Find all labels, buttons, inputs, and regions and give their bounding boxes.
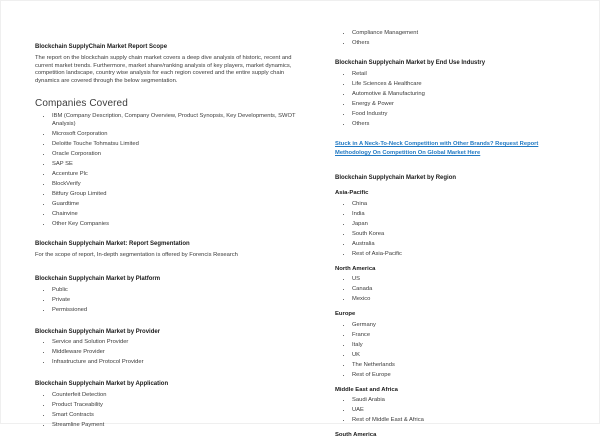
list-item: • China <box>352 201 563 209</box>
region-heading: Europe <box>335 311 356 318</box>
list-item: • Counterfeit Detection <box>52 392 297 400</box>
list-item: • Canada <box>352 286 563 294</box>
list-item: • The Netherlands <box>352 362 563 370</box>
right-column <box>335 30 563 442</box>
list-item: • Deloitte Touche Tohmatsu Limited <box>52 141 297 149</box>
list-item: • UAE <box>352 407 563 415</box>
left-column <box>35 44 297 432</box>
list-item: • UK <box>352 352 563 360</box>
list-item: • Italy <box>352 342 563 350</box>
region-heading: North America <box>335 265 376 272</box>
list-item: • Accenture Plc <box>52 171 297 179</box>
companies-covered-heading: Companies Covered <box>35 97 128 109</box>
list-item: • Life Sciences & Healthcare <box>352 81 563 89</box>
list-item: • IBM (Company Description, Company Overview, Product Synopsis, Key Developments, SWOT Analysis) <box>52 113 297 129</box>
list-item: • Rest of Asia-Pacific <box>352 251 563 259</box>
platform-heading: Blockchain Supplychain Market by Platform <box>35 276 161 283</box>
list-item: • Other Key Companies <box>52 221 297 229</box>
list-item: • SAP SE <box>52 161 297 169</box>
list-item: • Oracle Corporation <box>52 151 297 159</box>
list-item: • Others <box>352 121 563 129</box>
list-item: • France <box>352 332 563 340</box>
end-use-list <box>335 71 563 129</box>
list-item: • Food Industry <box>352 111 563 119</box>
list-item: • India <box>352 211 563 219</box>
region-list <box>335 397 563 425</box>
list-item: • Automotive & Manufacturing <box>352 91 563 99</box>
list-item: • Microsoft Corporation <box>52 131 297 139</box>
segmentation-heading: Blockchain Supplychain Market: Report Segmentation <box>35 241 190 248</box>
list-item: • Germany <box>352 322 563 330</box>
list-item: • Retail <box>352 71 563 79</box>
region-list <box>335 276 563 304</box>
region-list <box>335 322 563 380</box>
list-item: • Compliance Management <box>352 30 563 38</box>
scope-heading: Blockchain SupplyChain Market Report Scope <box>35 44 168 50</box>
region-heading: South America <box>335 432 377 439</box>
provider-heading: Blockchain Supplychain Market by Provider <box>35 328 161 335</box>
end-use-heading: Blockchain Supplychain Market by End Use Industry <box>335 59 486 66</box>
list-item: • Saudi Arabia <box>352 397 563 405</box>
request-methodology-link[interactable]: Stuck in A Neck-To-Neck Competition with Other Brands? Request Report Methodology On Competition On Global Market Here <box>335 141 539 157</box>
application-heading: Blockchain Supplychain Market by Application <box>35 381 169 388</box>
list-item: • Public <box>52 287 297 295</box>
segmentation-paragraph: For the scope of report, In-depth segmentation is offered by Forencis Research <box>35 252 238 259</box>
list-item: • Streamline Payment <box>52 422 297 430</box>
region-heading: Asia-Pacific <box>335 190 369 197</box>
list-item: • Private <box>52 297 297 305</box>
list-item: • Permissioned <box>52 307 297 315</box>
platform-list <box>35 287 297 315</box>
scope-paragraph: The report on the blockchain supply chain market covers a deep dive analysis of historic, recent and current market trends. Furthermore, market share/ranking analysis of key players, market dynamics, competition landscape, country wise analysis for each region covered and the entire supply chain dynamics are covered through the below segmentation. <box>35 54 292 85</box>
by-region-heading: Blockchain Supplychain Market by Region <box>335 175 457 182</box>
list-item: • Japan <box>352 221 563 229</box>
list-item: • Middleware Provider <box>52 349 297 357</box>
application-continued-list <box>335 30 563 48</box>
list-item: • Rest of Middle East & Africa <box>352 417 563 425</box>
list-item: • Mexico <box>352 296 563 304</box>
list-item: • South Korea <box>352 231 563 239</box>
list-item: • Others <box>352 40 563 48</box>
list-item: • Rest of Europe <box>352 372 563 380</box>
region-list <box>335 201 563 259</box>
list-item: • BlockVerify <box>52 181 297 189</box>
regions-section <box>335 190 563 440</box>
list-item: • Smart Contracts <box>52 412 297 420</box>
list-item: • Guardtime <box>52 201 297 209</box>
list-item: • Service and Solution Provider <box>52 339 297 347</box>
provider-list <box>35 339 297 367</box>
list-item: • Infrastructure and Protocol Provider <box>52 359 297 367</box>
list-item: • Energy & Power <box>352 101 563 109</box>
list-item: • Australia <box>352 241 563 249</box>
list-item: • Chainvine <box>52 211 297 219</box>
region-heading: Middle East and Africa <box>335 386 398 393</box>
list-item: • Product Traceability <box>52 402 297 410</box>
list-item: • US <box>352 276 563 284</box>
list-item: • Bitfury Group Limited <box>52 191 297 199</box>
application-list <box>35 392 297 430</box>
companies-list <box>35 113 297 229</box>
